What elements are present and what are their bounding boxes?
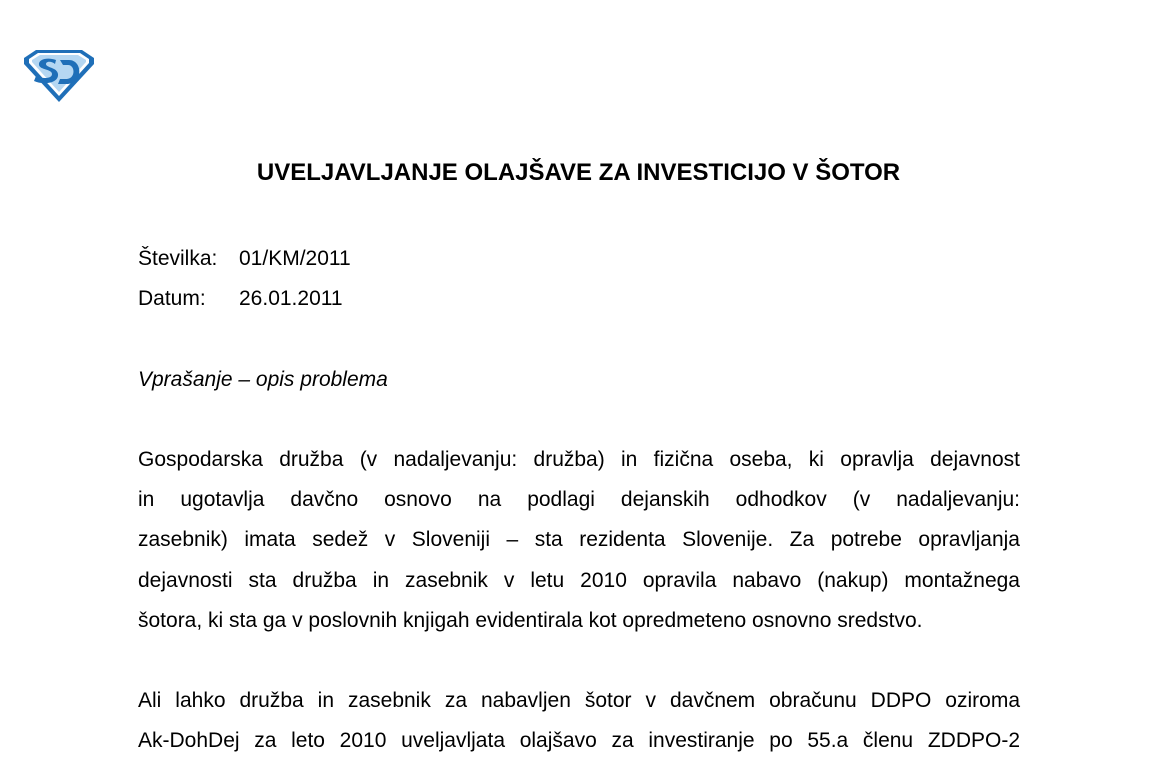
document-number-value: 01/KM/2011 <box>239 247 351 270</box>
paragraph-line: Ak-DohDej za leto 2010 uveljavljata olajšavo za investiranje po 55.a členu ZDDPO-2 <box>138 729 1020 753</box>
paragraph-line: in ugotavlja davčno osnovo na podlagi dejanskih odhodkov (v nadaljevanju: <box>138 488 1020 512</box>
document-date-label: Datum: <box>138 287 206 310</box>
document-title: UVELJAVLJANJE OLAJŠAVE ZA INVESTICIJO V ŠOTOR <box>256 159 901 186</box>
document-date-value: 26.01.2011 <box>239 287 343 310</box>
paragraph-line: dejavnosti sta družba in zasebnik v letu 2010 opravila nabavo (nakup) montažnega <box>138 568 1020 592</box>
paragraph-line: Ali lahko družba in zasebnik za nabavljen šotor v davčnem obračunu DDPO oziroma <box>138 689 1020 712</box>
paragraph-line: Gospodarska družba (v nadaljevanju: družba) in fizična oseba, ki opravlja dejavnost <box>138 448 1020 471</box>
document-number-row <box>138 245 351 273</box>
document-date-row <box>138 285 343 313</box>
paragraph-line: šotora, ki sta ga v poslovnih knjigah evidentirala kot opredmeteno osnovno sredstvo. <box>138 608 923 632</box>
company-logo <box>22 48 96 104</box>
paragraph-2 <box>138 681 1020 761</box>
paragraph-1 <box>138 440 1020 641</box>
paragraph-line: zasebnik) imata sedež v Sloveniji – sta rezidenta Slovenije. Za potrebe opravljanja <box>138 528 1020 552</box>
section-heading: Vprašanje – opis problema <box>138 368 388 391</box>
document-number-label: Številka: <box>138 247 218 270</box>
sd-logo-icon <box>22 48 96 104</box>
